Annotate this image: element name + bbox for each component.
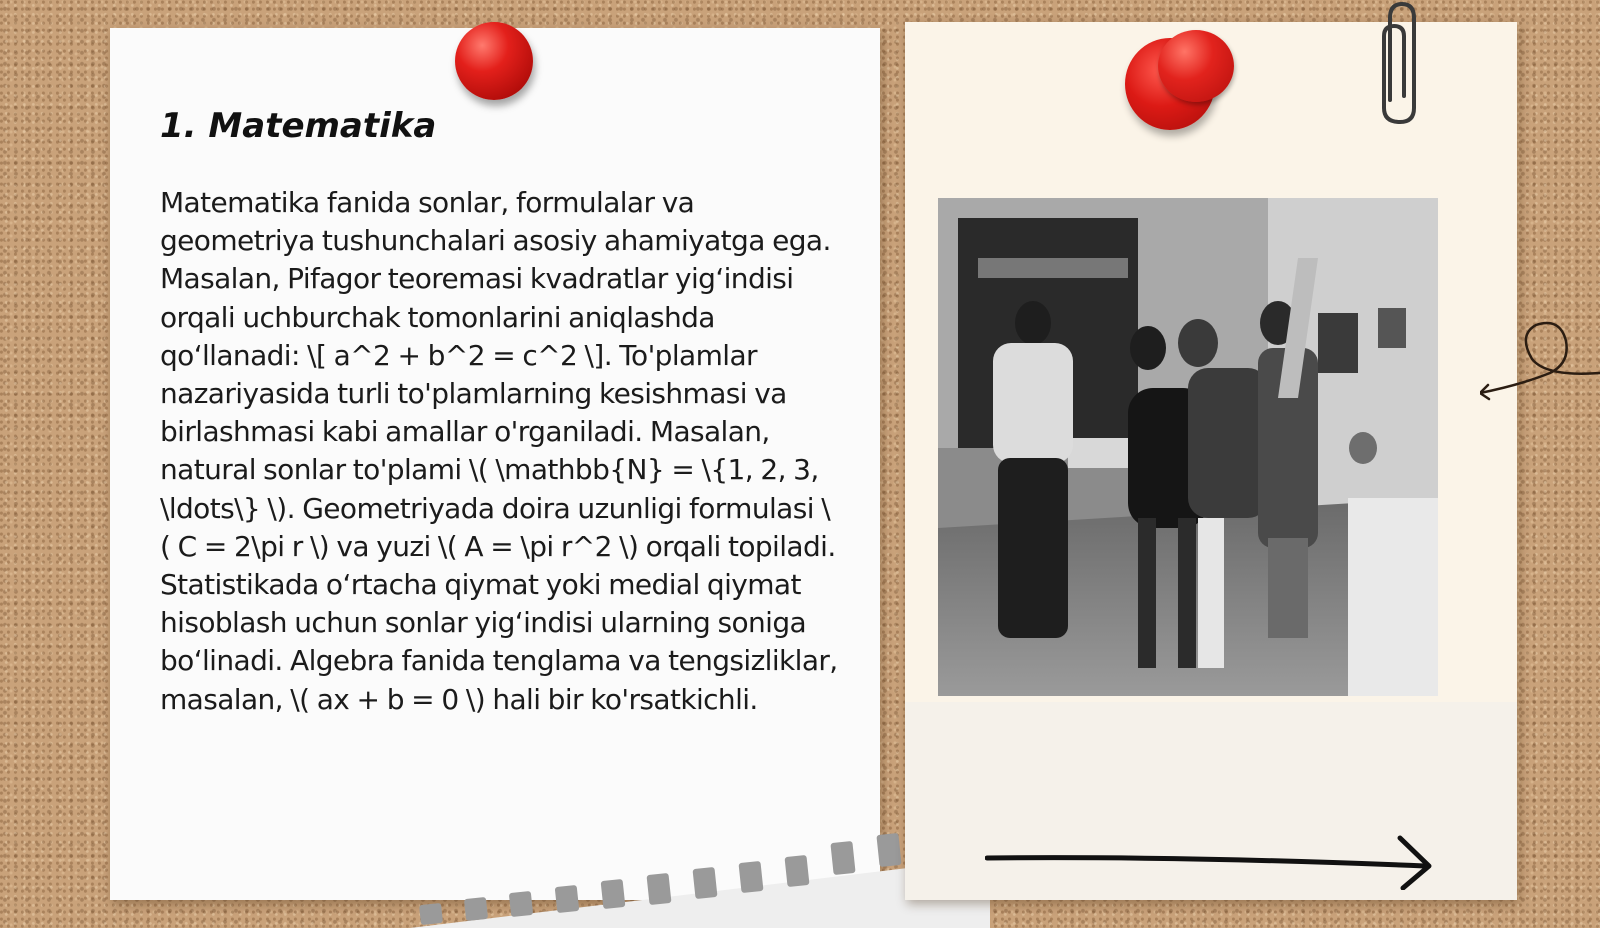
slide-title: 1. Matematika (160, 106, 437, 146)
push-pin-icon (455, 22, 533, 100)
left-note-paper (110, 28, 880, 900)
torn-perforation (410, 818, 990, 928)
slide-body-text: Matematika fanida sonlar, formulalar va geometriya tushunchalari asosiy ahamiyatga ega. Masalan, Pifagor teoremasi kvadratlar yig‘indisi orqali uchburchak tomonlarini aniqlashda qo‘llanadi: \[ a^2 + b^2 = c^2 \]. To'plamlar nazariyasida turli to'plamlarning kesishmasi va birlashmasi kabi amallar o'rganiladi. Masalan, natural sonlar to'plami \( \mathbb{N} = \{1, 2, 3, \ldots\} \). Geometriyada doira uzunligi formulasi \( C = 2\pi r \) va yuzi \( A = \pi r^2 \) orqali topiladi. Statistikada o‘rtacha qiymat yoki medial qiymat hisoblash uchun sonlar yig‘indisi ularning soniga bo‘linadi. Algebra fanida tenglama va tengsizliklar, masalan, \( ax + b = 0 \) hali bir ko'rsatkichli. (160, 186, 838, 716)
vintage-dance-photo (938, 198, 1438, 696)
right-note-paper (905, 22, 1517, 900)
arrow-right-icon (985, 820, 1455, 890)
photo-image (938, 198, 1438, 696)
paperclip-icon (1376, 0, 1420, 125)
scribble-doodle-icon (1480, 315, 1600, 405)
push-pin-icon (1158, 30, 1234, 102)
